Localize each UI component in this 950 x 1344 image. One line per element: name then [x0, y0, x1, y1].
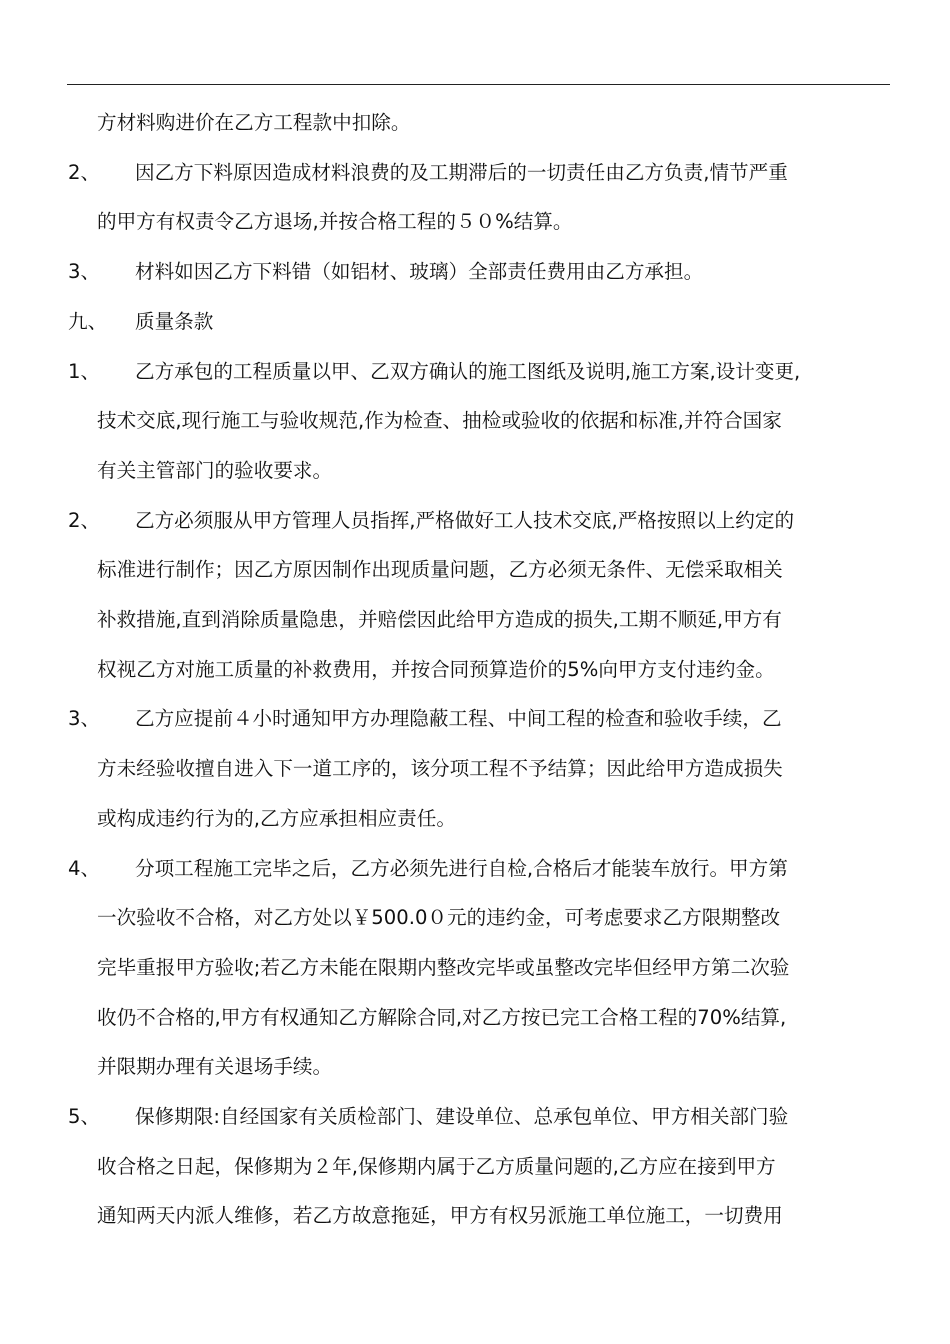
text-line: 乙方承包的工程质量以甲、乙双方确认的施工图纸及说明,施工方案,设计变更,: [135, 359, 801, 383]
text-line: 材料如因乙方下料错（如铝材、玻璃）全部责任费用由乙方承担。: [135, 260, 704, 284]
text-line: 并限期办理有关退场手续。: [97, 1055, 333, 1079]
text-line: 保修期限:自经国家有关质检部门、建设单位、总承包单位、甲方相关部门验: [135, 1105, 789, 1128]
text-line: 或构成违约行为的,乙方应承担相应责任。: [97, 806, 456, 830]
text-line: 一次验收不合格，对乙方处以￥500.0０元的违约金，可考虑要求乙方限期整改: [97, 906, 781, 930]
text-line: 补救措施,直到消除质量隐患，并赔偿因此给甲方造成的损失,工期不顺延,甲方有: [97, 608, 782, 631]
text-line: 乙方必须服从甲方管理人员指挥,严格做好工人技术交底,严格按照以上约定的: [135, 508, 795, 532]
text-line: 有关主管部门的验收要求。: [97, 458, 333, 482]
header-rule: [67, 84, 890, 85]
clause-number: 2、: [68, 160, 101, 184]
text-line: 质量条款: [135, 309, 214, 333]
text-line: 权视乙方对施工质量的补救费用，并按合同预算造价的5%向甲方支付违约金。: [97, 657, 775, 681]
clause-number: 1、: [68, 359, 101, 383]
clause-number: 2、: [68, 508, 101, 532]
text-line: 技术交底,现行施工与验收规范,作为检查、抽检或验收的依据和标准,并符合国家: [97, 409, 782, 433]
text-line: 方材料购进价在乙方工程款中扣除。: [97, 111, 411, 134]
text-line: 因乙方下料原因造成材料浪费的及工期滞后的一切责任由乙方负责,情节严重: [135, 160, 788, 184]
clause-number: 九、: [68, 309, 108, 333]
text-line: 收合格之日起，保修期为２年,保修期内属于乙方质量问题的,乙方应在接到甲方: [97, 1154, 776, 1178]
text-line: 乙方应提前４小时通知甲方办理隐蔽工程、中间工程的检查和验收手续，乙: [135, 707, 782, 731]
text-line: 收仍不合格的,甲方有权通知乙方解除合同,对乙方按已完工合格工程的70%结算,: [97, 1005, 787, 1029]
text-line: 标准进行制作；因乙方原因制作出现质量问题，乙方必须无条件、无偿采取相关: [97, 558, 783, 582]
text-line: 通知两天内派人维修，若乙方故意拖延，甲方有权另派施工单位施工，一切费用: [97, 1204, 783, 1228]
text-line: 完毕重报甲方验收;若乙方未能在限期内整改完毕或虽整改完毕但经甲方第二次验: [97, 955, 790, 979]
text-line: 分项工程施工完毕之后，乙方必须先进行自检,合格后才能装车放行。甲方第: [135, 856, 788, 880]
text-line: 方未经验收擅自进入下一道工序的，该分项工程不予结算；因此给甲方造成损失: [97, 757, 783, 781]
text-line: 的甲方有权责令乙方退场,并按合格工程的５０%结算。: [97, 210, 573, 234]
clause-number: 5、: [68, 1105, 101, 1128]
clause-number: 3、: [68, 707, 101, 731]
clause-number: 3、: [68, 260, 101, 284]
clause-number: 4、: [68, 856, 101, 880]
